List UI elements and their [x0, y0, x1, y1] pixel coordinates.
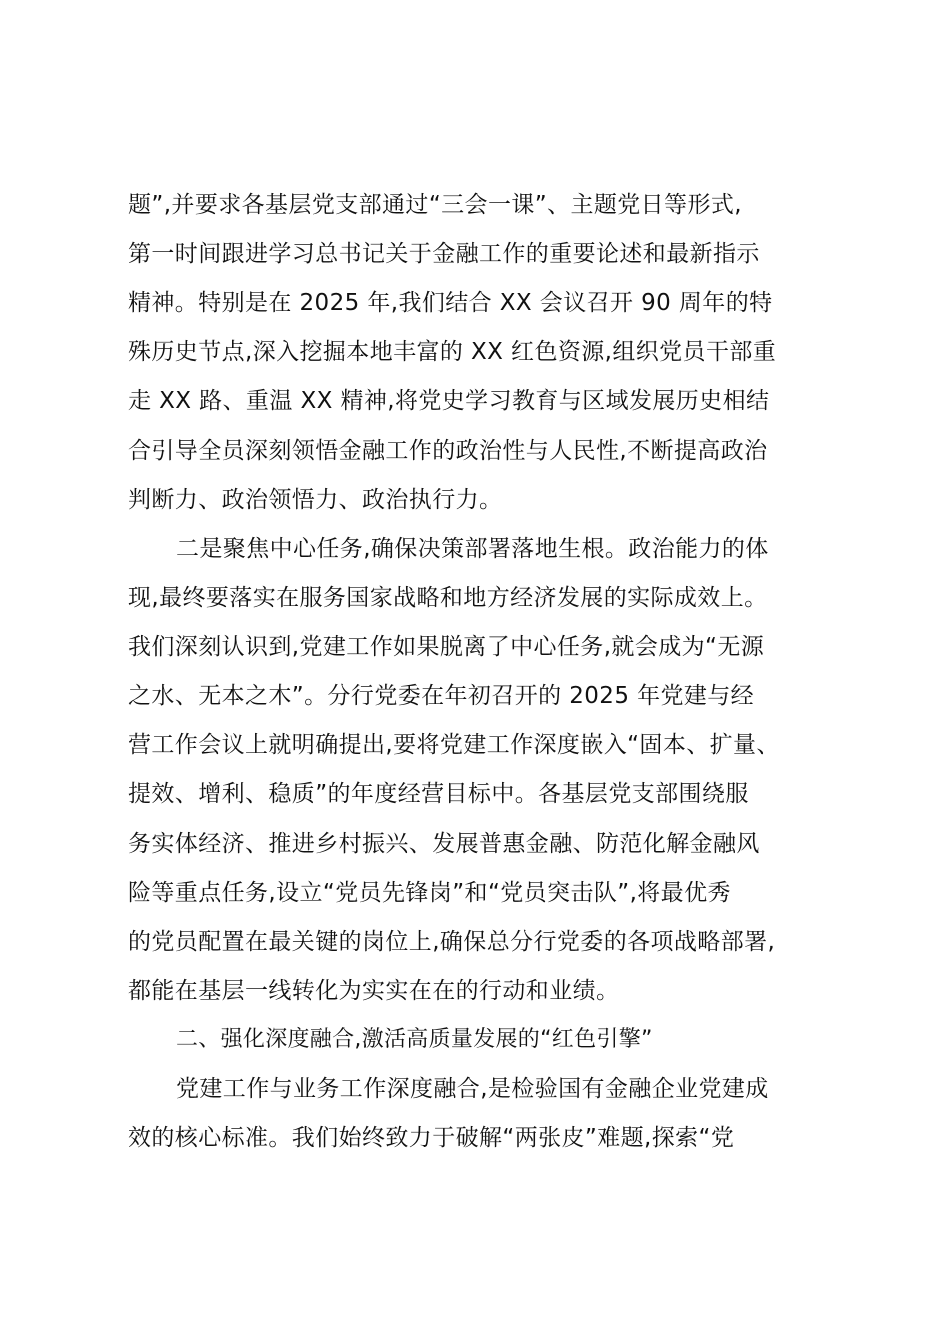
paragraph-line: 精神。特别是在 2025 年,我们结合 XX 会议召开 90 周年的特 — [128, 290, 773, 316]
section-heading: 二、强化深度融合,激活高质量发展的“红色引擎” — [176, 1027, 653, 1052]
paragraph-line: 殊历史节点,深入挖掘本地丰富的 XX 红色资源,组织党员干部重 — [128, 339, 777, 365]
paragraph-line: 之水、无本之木”。分行党委在年初召开的 2025 年党建与经 — [128, 683, 755, 709]
paragraph-first-line: 二是聚焦中心任务,确保决策部署落地生根。政治能力的体 — [176, 536, 769, 562]
paragraph-line: 判断力、政治领悟力、政治执行力。 — [128, 487, 503, 513]
paragraph-line: 提效、增利、稳质”的年度经营目标中。各基层党支部围绕服 — [128, 781, 749, 807]
paragraph-line: 效的核心标准。我们始终致力于破解“两张皮”难题,探索“党 — [128, 1125, 735, 1151]
paragraph-line: 现,最终要落实在服务国家战略和地方经济发展的实际成效上。 — [128, 585, 768, 611]
paragraph-line: 题”,并要求各基层党支部通过“三会一课”、主题党日等形式, — [128, 192, 742, 218]
paragraph-line: 的党员配置在最关键的岗位上,确保总分行党委的各项战略部署, — [128, 929, 776, 955]
paragraph-line: 险等重点任务,设立“党员先锋岗”和“党员突击队”,将最优秀 — [128, 880, 731, 906]
paragraph-line: 我们深刻认识到,党建工作如果脱离了中心任务,就会成为“无源 — [128, 634, 765, 660]
paragraph-first-line: 党建工作与业务工作深度融合,是检验国有金融企业党建成 — [176, 1076, 769, 1102]
paragraph-line: 走 XX 路、重温 XX 精神,将党史学习教育与区域发展历史相结 — [128, 388, 770, 414]
paragraph-line: 都能在基层一线转化为实实在在的行动和业绩。 — [128, 978, 620, 1004]
paragraph-line: 务实体经济、推进乡村振兴、发展普惠金融、防范化解金融风 — [128, 831, 760, 857]
paragraph-line: 第一时间跟进学习总书记关于金融工作的重要论述和最新指示 — [128, 241, 760, 267]
paragraph-line: 合引导全员深刻领悟金融工作的政治性与人民性,不断提高政治 — [128, 438, 768, 464]
paragraph-line: 营工作会议上就明确提出,要将党建工作深度嵌入“固本、扩量、 — [128, 732, 780, 758]
